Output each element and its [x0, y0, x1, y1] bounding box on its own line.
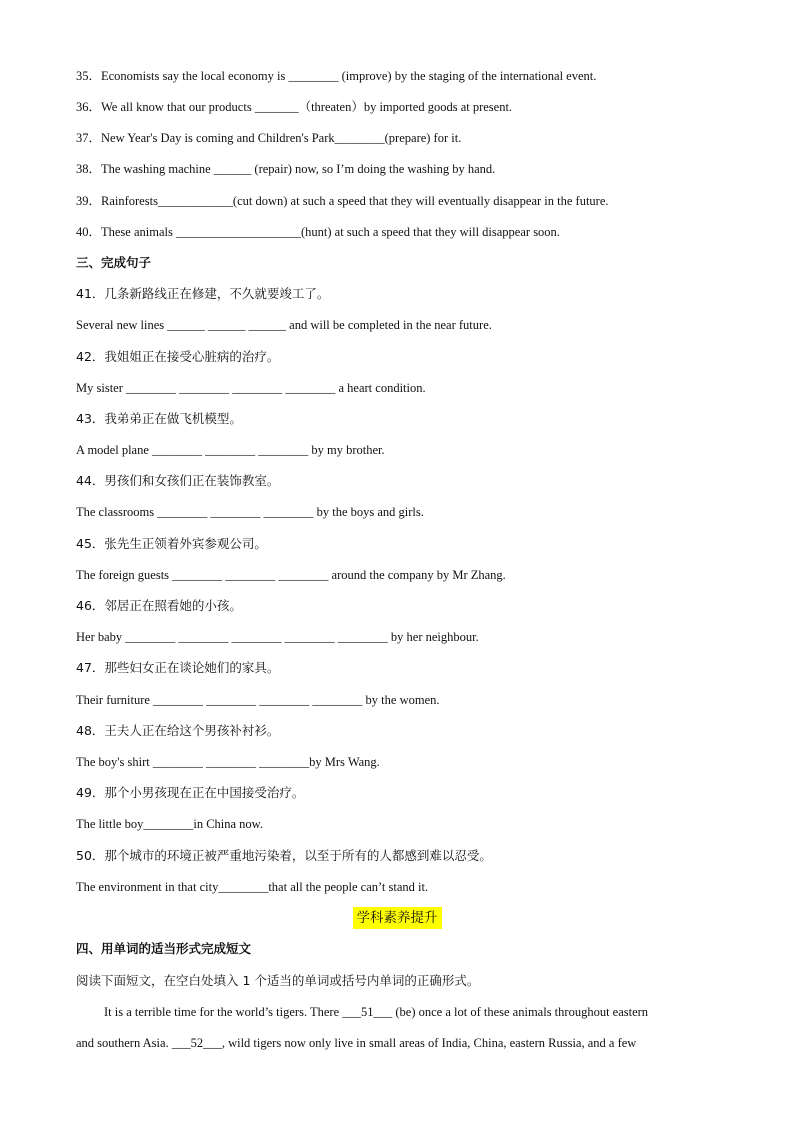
- sentence-48-en: The boy's shirt ________ ________ ________by Mrs Wang.: [76, 755, 380, 769]
- exercise-36: 36．We all know that our products _______（threaten）by imported goods at present.: [76, 100, 513, 114]
- passage-instruction: 阅读下面短文，在空白处填入 1 个适当的单词或括号内单词的正确形式。: [76, 973, 480, 988]
- sentence-43-cn: 43．我弟弟正在做飞机模型。: [76, 411, 242, 426]
- exercise-40: 40．These animals ____________________(hunt) at such a speed that they will disappear soon.: [76, 225, 560, 239]
- sentence-41-cn: 41．几条新路线正在修建，不久就要竣工了。: [76, 286, 330, 301]
- sentence-43-en: A model plane ________ ________ ________ by my brother.: [76, 443, 385, 457]
- sentence-50-cn: 50．那个城市的环境正被严重地污染着，以至于所有的人都感到难以忍受。: [76, 848, 492, 863]
- exercise-39: 39．Rainforests____________(cut down) at such a speed that they will eventually disappear in the future.: [76, 194, 609, 208]
- sentence-45-en: The foreign guests ________ ________ ________ around the company by Mr Zhang.: [76, 568, 506, 582]
- sentence-47-cn: 47．那些妇女正在谈论她们的家具。: [76, 660, 280, 675]
- sentence-47-en: Their furniture ________ ________ ________ ________ by the women.: [76, 693, 440, 707]
- sentence-41-en: Several new lines ______ ______ ______ and will be completed in the near future.: [76, 318, 492, 332]
- section-4-title: 四、用单词的适当形式完成短文: [76, 941, 252, 956]
- sentence-49-cn: 49．那个小男孩现在正在中国接受治疗。: [76, 785, 305, 800]
- exercise-35: 35．Economists say the local economy is ________ (improve) by the staging of the international event.: [76, 69, 597, 83]
- sentence-44-en: The classrooms ________ ________ ________ by the boys and girls.: [76, 505, 424, 519]
- sentence-46-en: Her baby ________ ________ ________ ________ ________ by her neighbour.: [76, 630, 479, 644]
- exercise-38: 38．The washing machine ______ (repair) now, so I’m doing the washing by hand.: [76, 162, 496, 176]
- sentence-46-cn: 46．邻居正在照看她的小孩。: [76, 598, 242, 613]
- section-banner: 学科素养提升: [353, 907, 442, 929]
- section-3-title: 三、完成句子: [76, 255, 152, 270]
- exercise-37: 37．New Year's Day is coming and Children's Park________(prepare) for it.: [76, 131, 462, 145]
- sentence-42-en: My sister ________ ________ ________ ________ a heart condition.: [76, 381, 426, 395]
- sentence-49-en: The little boy________in China now.: [76, 817, 264, 831]
- passage-line-1: It is a terrible time for the world’s tigers. There ___51___ (be) once a lot of these animals throughout eastern: [104, 1005, 649, 1019]
- banner-container: [0, 907, 794, 929]
- sentence-45-cn: 45．张先生正领着外宾参观公司。: [76, 536, 267, 551]
- sentence-44-cn: 44．男孩们和女孩们正在装饰教室。: [76, 473, 280, 488]
- sentence-42-cn: 42．我姐姐正在接受心脏病的治疗。: [76, 349, 280, 364]
- sentence-50-en: The environment in that city________that all the people can’t stand it.: [76, 880, 429, 894]
- passage-line-2: and southern Asia. ___52___, wild tigers now only live in small areas of India, China, eastern Russia, and a few: [76, 1036, 637, 1050]
- sentence-48-cn: 48．王夫人正在给这个男孩补衬衫。: [76, 723, 280, 738]
